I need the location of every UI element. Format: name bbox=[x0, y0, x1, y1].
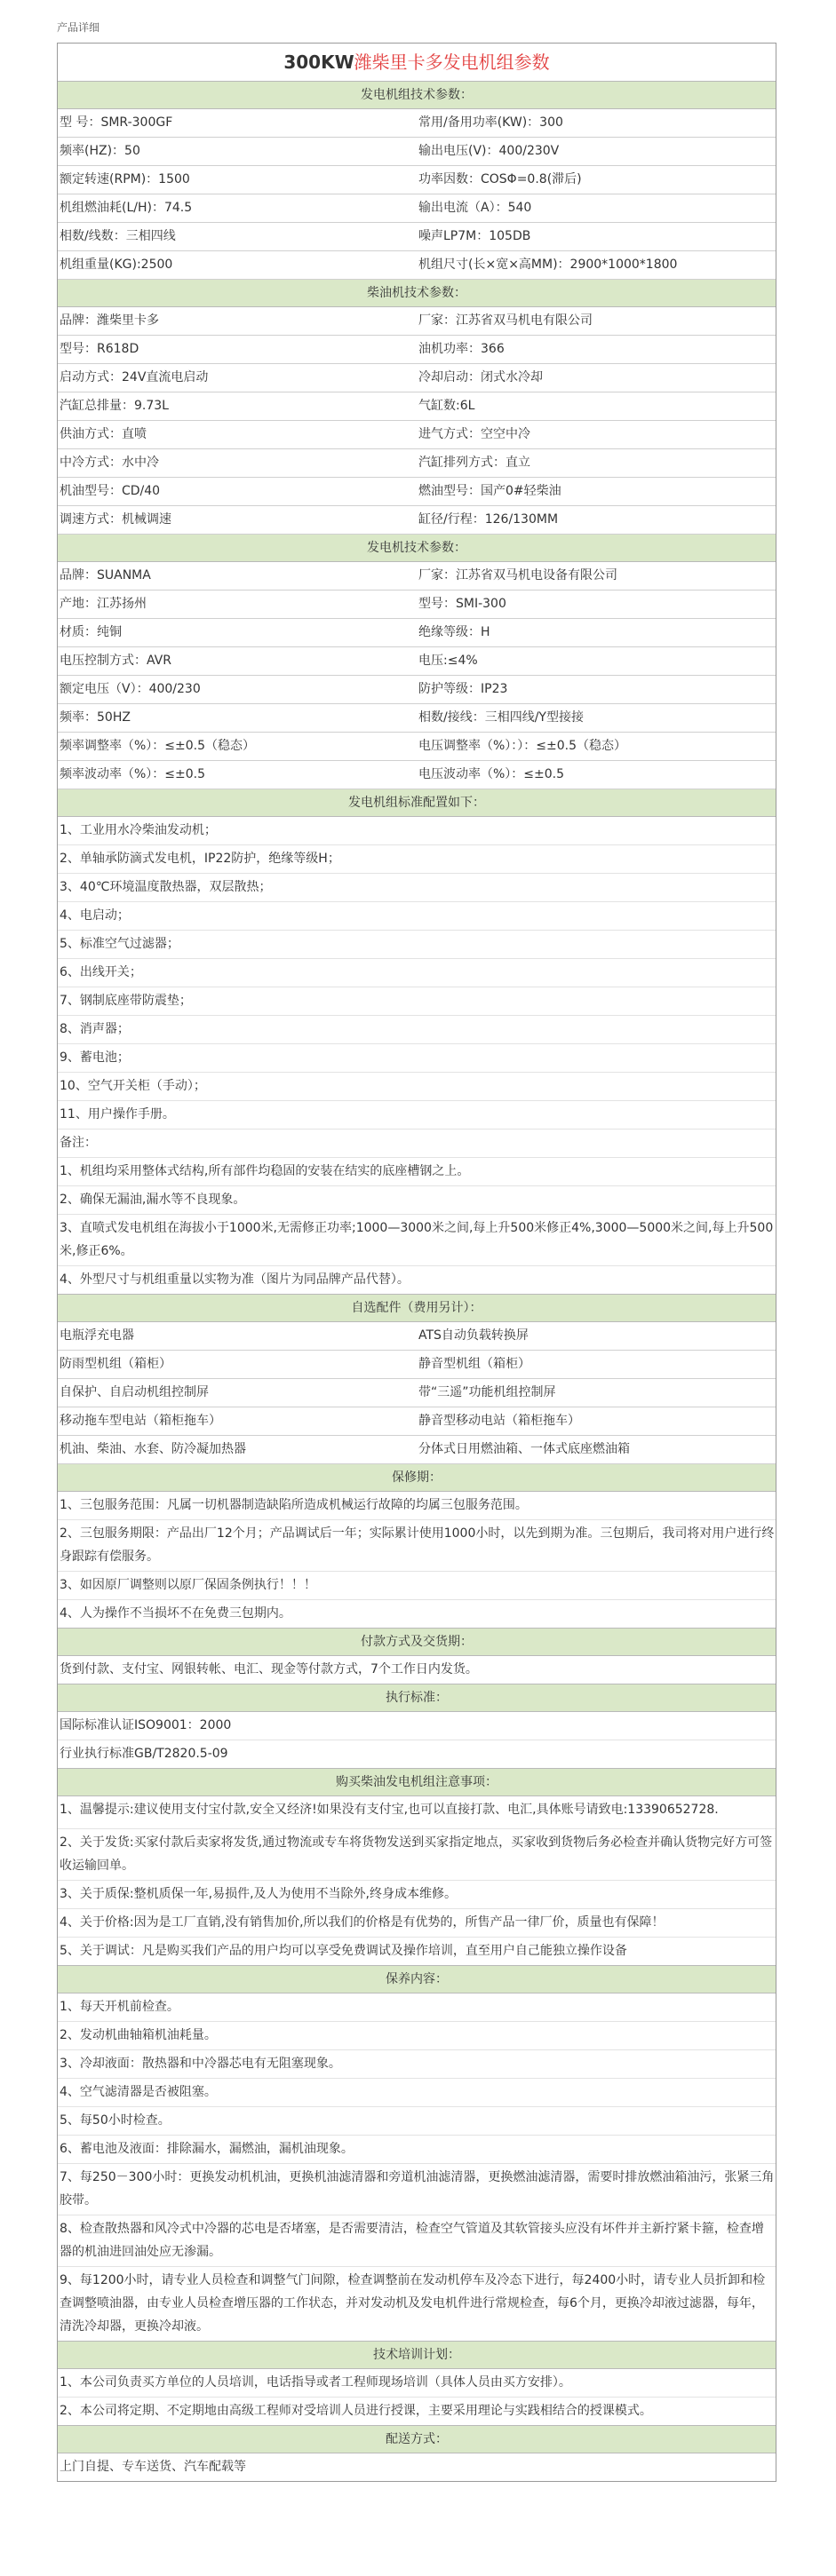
list-item: 1、三包服务范围：凡属一切机器制造缺陷所造成机械运行故障的均属三包服务范围。 bbox=[58, 1492, 776, 1520]
section-header-standards: 执行标准： bbox=[58, 1684, 776, 1712]
standard-config-list bbox=[58, 817, 776, 1295]
payment-list bbox=[58, 1656, 776, 1684]
list-item: 8、消声器； bbox=[58, 1016, 776, 1044]
param-cell: 相数/接线：三相四线/Y型接接 bbox=[417, 704, 776, 733]
param-cell: 电压控制方式：AVR bbox=[58, 647, 417, 676]
param-cell: 绝缘等级：H bbox=[417, 619, 776, 647]
section-header-optional: 自选配件（费用另计）： bbox=[58, 1295, 776, 1322]
accessory-cell: ATS自动负载转换屏 bbox=[417, 1322, 776, 1351]
list-item: 2、单轴承防滴式发电机，IP22防护，绝缘等级H； bbox=[58, 845, 776, 874]
list-item: 7、钢制底座带防震垫； bbox=[58, 987, 776, 1016]
param-cell: 输出电流（A）：540 bbox=[417, 194, 776, 223]
section-header-alternator: 发电机技术参数： bbox=[58, 535, 776, 562]
notes-list bbox=[58, 1796, 776, 1966]
list-item: 1、每天开机前检查。 bbox=[58, 1993, 776, 2022]
section-header-delivery: 配送方式： bbox=[58, 2426, 776, 2453]
accessory-cell: 带“三遥”功能机组控制屏 bbox=[417, 1379, 776, 1407]
param-cell: 电压调整率（%）：）：≤±0.5（稳态） bbox=[417, 733, 776, 761]
accessory-cell: 移动拖车型电站（箱柜拖车） bbox=[58, 1407, 417, 1436]
param-cell: 调速方式：机械调速 bbox=[58, 506, 417, 535]
param-cell: 频率调整率（%）：≤±0.5（稳态） bbox=[58, 733, 417, 761]
param-cell: 常用/备用功率(KW)：300 bbox=[417, 109, 776, 138]
list-item: 6、蓄电池及液面：排除漏水，漏燃油，漏机油现象。 bbox=[58, 2136, 776, 2164]
param-cell: 品牌：SUANMA bbox=[58, 562, 417, 590]
param-cell: 材质：纯铜 bbox=[58, 619, 417, 647]
section-header-engine: 柴油机技术参数： bbox=[58, 280, 776, 307]
list-item: 9、蓄电池； bbox=[58, 1044, 776, 1073]
param-cell: 机油型号：CD/40 bbox=[58, 478, 417, 506]
param-cell: 缸径/行程：126/130MM bbox=[417, 506, 776, 535]
section-header-training: 技术培训计划： bbox=[58, 2342, 776, 2369]
param-cell: 产地：江苏扬州 bbox=[58, 590, 417, 619]
list-item: 3、40℃环境温度散热器，双层散热； bbox=[58, 874, 776, 902]
param-cell: 防护等级：IP23 bbox=[417, 676, 776, 704]
param-cell: 机组燃油耗(L/H)：74.5 bbox=[58, 194, 417, 223]
spec-table bbox=[57, 43, 776, 2482]
list-item: 4、人为操作不当损坏不在免费三包期内。 bbox=[60, 1606, 291, 1621]
list-item: 1、温馨提示:建议使用支付宝付款,安全又经济!如果没有支付宝,也可以直接打款、电汇,具体账号请致电:13390652728. bbox=[58, 1796, 776, 1829]
param-cell: 相数/线数：三相四线 bbox=[58, 223, 417, 251]
list-item: 9、每1200小时，请专业人员检查和调整气门间隙，检查调整前在发动机停车及冷态下进行，每2400小时，请专业人员折卸和检查调整喷油器，由专业人员检查增压器的工作状态，并对发动机及发电机件进行常规检查，每6个月，更换冷却液过滤器，每年，清洗冷却器，更换冷却液。 bbox=[60, 2273, 766, 2334]
param-cell: 型号：SMI-300 bbox=[417, 590, 776, 619]
list-item: 4、外型尺寸与机组重量以实物为准（图片为同品牌产品代替）。 bbox=[60, 1272, 410, 1287]
param-cell: 厂家：江苏省双马机电设备有限公司 bbox=[417, 562, 776, 590]
alternator-params bbox=[58, 562, 776, 789]
genset-params bbox=[58, 109, 776, 280]
param-cell: 供油方式：直喷 bbox=[58, 421, 417, 449]
param-cell: 汽缸排列方式：直立 bbox=[417, 449, 776, 478]
accessory-cell: 机油、柴油、水套、防冷凝加热器 bbox=[58, 1436, 417, 1464]
section-header-standard-config: 发电机组标准配置如下： bbox=[58, 789, 776, 817]
list-item: 5、标准空气过滤器； bbox=[58, 931, 776, 959]
param-cell: 额定电压（V）：400/230 bbox=[58, 676, 417, 704]
list-item: 6、出线开关； bbox=[58, 959, 776, 987]
param-cell: 启动方式：24V直流电启动 bbox=[58, 364, 417, 392]
param-cell: 进气方式：空空中冷 bbox=[417, 421, 776, 449]
list-item: 10、空气开关柜（手动）； bbox=[58, 1073, 776, 1101]
list-item: 3、关于质保:整机质保一年,易损件,及人为使用不当除外,终身成本维修。 bbox=[58, 1881, 776, 1909]
section-header-warranty: 保修期： bbox=[58, 1464, 776, 1492]
list-item: 1、工业用水冷柴油发动机； bbox=[58, 817, 776, 845]
list-item: 3、冷却液面：散热器和中冷器芯电有无阻塞现象。 bbox=[58, 2050, 776, 2079]
accessory-cell: 自保护、自启动机组控制屏 bbox=[58, 1379, 417, 1407]
title-text: 潍柴里卡多发电机组参数 bbox=[354, 52, 550, 73]
list-item: 3、直喷式发电机组在海拔小于1000米,无需修正功率;1000—3000米之间,每上升500米修正4%,3000—5000米之间,每上升500米,修正6%。 bbox=[58, 1215, 776, 1266]
param-cell: 频率波动率（%）：≤±0.5 bbox=[58, 761, 417, 789]
param-cell: 输出电压(V)：400/230V bbox=[417, 138, 776, 166]
list-item: 1、本公司负责买方单位的人员培训，电话指导或者工程师现场培训（具体人员由买方安排）。 bbox=[58, 2369, 776, 2398]
param-cell: 冷却启动：闭式水冷却 bbox=[417, 364, 776, 392]
list-item: 7、每250－300小时：更换发动机机油，更换机油滤清器和旁道机油滤清器，更换燃油滤清器，需要时排放燃油箱油污，张紧三角胶带。 bbox=[58, 2164, 776, 2215]
remarks-label: 备注： bbox=[58, 1129, 776, 1158]
list-item: 11、用户操作手册。 bbox=[58, 1101, 776, 1129]
list-item: 上门自提、专车送货、汽车配载等 bbox=[60, 2460, 246, 2474]
maintenance-list bbox=[58, 1993, 776, 2342]
list-item: 4、关于价格:因为是工厂直销,没有销售加价,所以我们的价格是有优势的，所售产品一律厂价，质量也有保障！ bbox=[58, 1909, 776, 1938]
list-item: 2、关于发货:买家付款后卖家将发货,通过物流或专车将货物发送到买家指定地点，买家收到货物后务必检查并确认货物完好方可签收运输回单。 bbox=[58, 1829, 776, 1881]
list-item: 8、检查散热器和风冷式中冷器的芯电是否堵塞，是否需要清洁，检查空气管道及其软管接头应没有坏件并主新拧紧卡箍，检查增器的机油进回油处应无渗漏。 bbox=[58, 2215, 776, 2267]
param-cell: 功率因数：COSΦ=0.8(滞后) bbox=[417, 166, 776, 194]
engine-params bbox=[58, 307, 776, 535]
standards-list bbox=[58, 1712, 776, 1769]
list-item: 4、空气滤清器是否被阻塞。 bbox=[58, 2079, 776, 2107]
list-item: 2、确保无漏油,漏水等不良现象。 bbox=[58, 1186, 776, 1215]
page-title bbox=[58, 44, 776, 82]
param-cell: 电压:≤4% bbox=[417, 647, 776, 676]
list-item: 货到付款、支付宝、网银转帐、电汇、现金等付款方式，7个工作日内发货。 bbox=[60, 1662, 478, 1676]
list-item: 2、发动机曲轴箱机油耗量。 bbox=[58, 2022, 776, 2050]
section-header-notes: 购买柴油发电机组注意事项： bbox=[58, 1769, 776, 1796]
list-item: 5、关于调试：凡是购买我们产品的用户均可以享受免费调试及操作培训，直至用户自己能独立操作设备 bbox=[60, 1944, 627, 1958]
accessory-cell: 静音型移动电站（箱柜拖车） bbox=[417, 1407, 776, 1436]
param-cell: 机组尺寸(长×宽×高MM)：2900*1000*1800 bbox=[417, 251, 776, 280]
param-cell: 噪声LP7M：105DB bbox=[417, 223, 776, 251]
param-cell: 机组重量(KG):2500 bbox=[58, 251, 417, 280]
accessory-cell: 分体式日用燃油箱、一体式底座燃油箱 bbox=[417, 1436, 776, 1464]
accessory-cell: 防雨型机组（箱柜） bbox=[58, 1351, 417, 1379]
list-item: 国际标准认证ISO9001：2000 bbox=[58, 1712, 776, 1740]
list-item: 5、每50小时检查。 bbox=[58, 2107, 776, 2136]
param-cell: 额定转速(RPM)：1500 bbox=[58, 166, 417, 194]
warranty-list bbox=[58, 1492, 776, 1629]
title-power: 300KW bbox=[283, 52, 354, 73]
optional-accessories bbox=[58, 1322, 776, 1464]
section-header-payment: 付款方式及交货期： bbox=[58, 1629, 776, 1656]
list-item: 3、如因原厂调整则以原厂保固条例执行！！！ bbox=[58, 1572, 776, 1600]
param-cell: 燃油型号：国产0#轻柴油 bbox=[417, 478, 776, 506]
param-cell: 频率：50HZ bbox=[58, 704, 417, 733]
param-cell: 汽缸总排量：9.73L bbox=[58, 392, 417, 421]
list-item: 2、三包服务期限：产品出厂12个月；产品调试后一年；实际累计使用1000小时，以先到期为准。三包期后，我司将对用户进行终身跟踪有偿服务。 bbox=[58, 1520, 776, 1572]
list-item: 4、电启动； bbox=[58, 902, 776, 931]
list-item: 行业执行标准GB/T2820.5-09 bbox=[60, 1747, 228, 1761]
param-cell: 中冷方式：水中冷 bbox=[58, 449, 417, 478]
page-label: 产品详细 bbox=[57, 21, 100, 34]
param-cell: 品牌：潍柴里卡多 bbox=[58, 307, 417, 336]
param-cell: 型号：R618D bbox=[58, 336, 417, 364]
param-cell: 油机功率：366 bbox=[417, 336, 776, 364]
section-header-genset: 发电机组技术参数： bbox=[58, 82, 776, 109]
list-item: 2、本公司将定期、不定期地由高级工程师对受培训人员进行授课，主要采用理论与实践相结合的授课模式。 bbox=[60, 2404, 652, 2418]
param-cell: 型 号：SMR-300GF bbox=[58, 109, 417, 138]
param-cell: 电压波动率（%）：≤±0.5 bbox=[417, 761, 776, 789]
param-cell: 气缸数:6L bbox=[417, 392, 776, 421]
accessory-cell: 电瓶浮充电器 bbox=[58, 1322, 417, 1351]
accessory-cell: 静音型机组（箱柜） bbox=[417, 1351, 776, 1379]
training-list bbox=[58, 2369, 776, 2426]
list-item: 1、机组均采用整体式结构,所有部件均稳固的安装在结实的底座槽钢之上。 bbox=[58, 1158, 776, 1186]
param-cell: 频率(HZ)：50 bbox=[58, 138, 417, 166]
delivery-list bbox=[58, 2453, 776, 2481]
param-cell: 厂家：江苏省双马机电有限公司 bbox=[417, 307, 776, 336]
section-header-maintenance: 保养内容： bbox=[58, 1966, 776, 1993]
